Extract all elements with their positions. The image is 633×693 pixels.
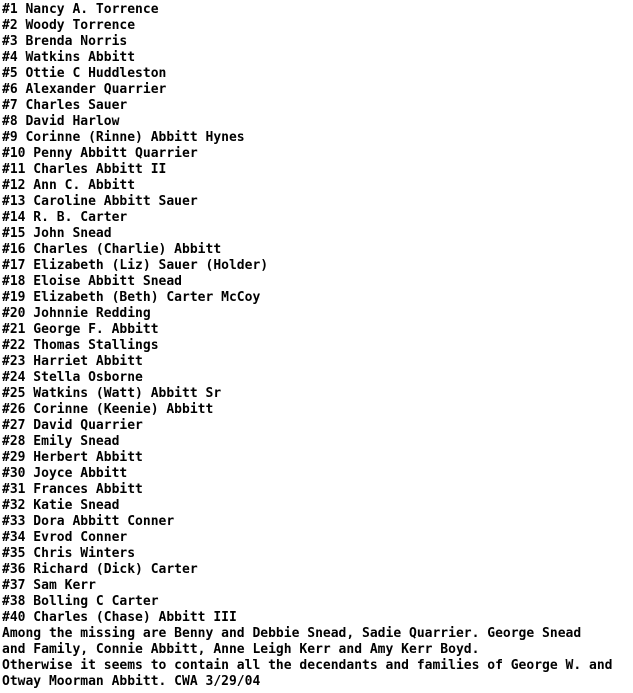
list-item: #20 Johnnie Redding: [2, 306, 151, 321]
note-line: Otherwise it seems to contain all the decendants and families of George W. and: [2, 658, 613, 673]
list-item: #8 David Harlow: [2, 114, 120, 129]
list-item: #28 Emily Snead: [2, 434, 120, 449]
list-item: #37 Sam Kerr: [2, 578, 96, 593]
list-item: #4 Watkins Abbitt: [2, 50, 136, 65]
list-item: #1 Nancy A. Torrence: [2, 2, 159, 17]
numbered-name-list: [2, 2, 633, 626]
list-item: #18 Eloise Abbitt Snead: [2, 274, 183, 289]
list-item: #35 Chris Winters: [2, 546, 136, 561]
list-item: #5 Ottie C Huddleston: [2, 66, 167, 81]
list-item: #32 Katie Snead: [2, 498, 120, 513]
list-item: #17 Elizabeth (Liz) Sauer (Holder): [2, 258, 269, 273]
list-item: #22 Thomas Stallings: [2, 338, 159, 353]
list-item: #29 Herbert Abbitt: [2, 450, 143, 465]
list-item: #2 Woody Torrence: [2, 18, 136, 33]
note-line: Among the missing are Benny and Debbie Snead, Sadie Quarrier. George Snead: [2, 626, 582, 641]
list-item: #25 Watkins (Watt) Abbitt Sr: [2, 386, 222, 401]
list-item: #24 Stella Osborne: [2, 370, 143, 385]
list-item: #12 Ann C. Abbitt: [2, 178, 136, 193]
list-item: #14 R. B. Carter: [2, 210, 128, 225]
list-item: #10 Penny Abbitt Quarrier: [2, 146, 198, 161]
closing-note: [2, 626, 633, 690]
list-item: #30 Joyce Abbitt: [2, 466, 128, 481]
list-item: #3 Brenda Norris: [2, 34, 128, 49]
list-item: #31 Frances Abbitt: [2, 482, 143, 497]
list-item: #11 Charles Abbitt II: [2, 162, 167, 177]
list-item: #38 Bolling C Carter: [2, 594, 159, 609]
note-line: Otway Moorman Abbitt. CWA 3/29/04: [2, 674, 261, 689]
list-item: #13 Caroline Abbitt Sauer: [2, 194, 198, 209]
list-item: #34 Evrod Conner: [2, 530, 128, 545]
list-item: #19 Elizabeth (Beth) Carter McCoy: [2, 290, 261, 305]
list-item: #16 Charles (Charlie) Abbitt: [2, 242, 222, 257]
list-item: #23 Harriet Abbitt: [2, 354, 143, 369]
list-item: #6 Alexander Quarrier: [2, 82, 167, 97]
list-item: #27 David Quarrier: [2, 418, 143, 433]
list-item: #15 John Snead: [2, 226, 112, 241]
list-item: #40 Charles (Chase) Abbitt III: [2, 610, 237, 625]
list-item: #9 Corinne (Rinne) Abbitt Hynes: [2, 130, 245, 145]
list-item: #36 Richard (Dick) Carter: [2, 562, 198, 577]
list-item: #21 George F. Abbitt: [2, 322, 159, 337]
list-item: #26 Corinne (Keenie) Abbitt: [2, 402, 214, 417]
note-line: and Family, Connie Abbitt, Anne Leigh Kerr and Amy Kerr Boyd.: [2, 642, 480, 657]
list-item: #33 Dora Abbitt Conner: [2, 514, 175, 529]
list-item: #7 Charles Sauer: [2, 98, 128, 113]
